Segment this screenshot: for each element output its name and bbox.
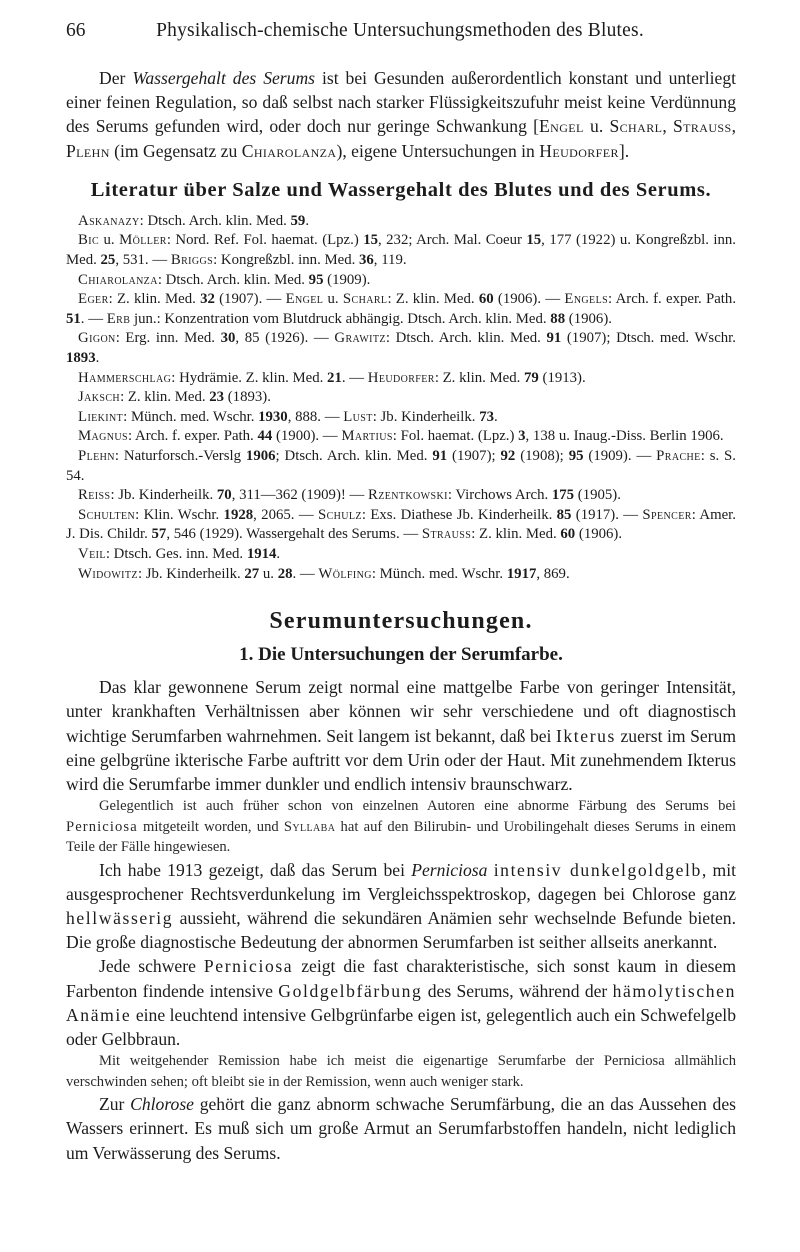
- reference-text: : Naturforsch.-Verslg: [114, 447, 246, 464]
- literature-heading: Literatur über Salze und Wassergehalt des Blutes und des Serums.: [90, 178, 712, 201]
- reference-text: : Jb. Kinderheilk.: [372, 408, 480, 425]
- reference-text: : Virchows Arch.: [447, 487, 552, 504]
- reference-text: : s. S. 54.: [66, 447, 736, 484]
- author-name: Plehn: [66, 140, 110, 161]
- volume-number: 28: [277, 565, 293, 582]
- emphasis-term: Perniciosa: [203, 956, 294, 977]
- reference-text: (1909). —: [583, 447, 657, 464]
- reference-text: : Münch. med. Wschr.: [371, 565, 507, 582]
- reference-entry: [66, 408, 736, 428]
- section-heading: Serumuntersuchungen.: [269, 608, 533, 635]
- reference-text: jun.: Konzentration vom Blutdruck abhängig. Dtsch. Arch. klin. Med.: [130, 310, 551, 327]
- emphasis-term: intensiv dunkelgoldgelb: [493, 859, 702, 880]
- reference-text: : Z. klin. Med.: [120, 389, 210, 406]
- reference-text: : Dtsch. Ges. inn. Med.: [105, 545, 247, 562]
- reference-text: (1909).: [323, 271, 371, 288]
- volume-number: 95: [308, 271, 324, 288]
- reference-entry: [66, 231, 736, 270]
- reference-text: : Z. klin. Med.: [434, 369, 525, 386]
- volume-number: 91: [432, 447, 448, 464]
- reference-text: u.: [323, 291, 343, 308]
- reference-text: .: [493, 408, 498, 425]
- reference-entry: [66, 388, 736, 408]
- reference-text: . —: [80, 310, 107, 327]
- volume-number: 44: [257, 428, 273, 445]
- volume-number: 21: [327, 369, 342, 386]
- volume-number: 60: [560, 526, 576, 543]
- author-name: Strauss: [421, 526, 472, 543]
- reference-text: .: [276, 545, 281, 562]
- reference-text: (1900). —: [272, 428, 342, 445]
- reference-text: , 311—362 (1909)! —: [231, 487, 368, 504]
- author-name: Engels: [564, 291, 609, 308]
- volume-number: 57: [151, 526, 167, 543]
- reference-text: , 232; Arch. Mal. Coeur: [378, 232, 527, 249]
- volume-number: 59: [290, 212, 306, 229]
- author-name: Syllaba: [283, 818, 336, 835]
- reference-entry: [66, 290, 736, 329]
- reference-text: : Dtsch. Arch. klin. Med.: [157, 271, 309, 288]
- reference-text: : Z. klin. Med.: [387, 291, 479, 308]
- reference-text: , 869.: [536, 565, 570, 582]
- volume-number: 1917: [506, 565, 537, 582]
- small-note-remission: Mit weitgehender Remission habe ich meist die eigenartige Serumfarbe der Perniciosa allmählich verschwinden sehen; oft bleibt sie in der Remission, wenn auch weniger stark.: [66, 1053, 736, 1090]
- reference-entry: [66, 271, 736, 291]
- reference-entry: [66, 486, 736, 506]
- author-name: Schulz: [317, 506, 362, 523]
- running-title: Physikalisch-chemische Untersuchungsmethoden des Blutes.: [156, 20, 644, 41]
- reference-entry: [66, 506, 736, 545]
- reference-entry: [66, 545, 736, 565]
- author-name: Chiarolanza: [78, 271, 158, 288]
- volume-number: 1928: [223, 506, 254, 523]
- author-name: Hammerschlag: [78, 369, 172, 386]
- paragraph-1913-findings: Ich habe 1913 gezeigt, daß das Serum bei Perniciosa intensiv dunkelgoldgelb, mit ausgesprochener Rechtsverdunkelung im Vergleichsspektroskop, dagegen bei Chlorose ganz hellwässerig aussieht, während die sekundären Anämien sehr wechselnde Befunde bieten. Die große diagnostische Bedeutung der abnormen Serumfarben ist seither allseits anerkannt.: [66, 859, 736, 953]
- reference-text: : Z. klin. Med.: [471, 526, 561, 543]
- reference-text: : Fol. haemat. (Lpz.): [392, 428, 519, 445]
- paragraph-chlorose: Zur Chlorose gehört die ganz abnorm schwache Serumfärbung, die an das Aussehen des Wassers erinnert. Es muß sich um große Armut an Serumfarbstoffen handeln, nicht lediglich um Verwässerung des Serums.: [66, 1094, 736, 1163]
- author-name: Liekint: [78, 408, 124, 425]
- reference-text: , 888. —: [287, 408, 344, 425]
- volume-number: 70: [216, 487, 232, 504]
- running-header: [66, 18, 734, 44]
- reference-text: (1905).: [574, 487, 621, 504]
- reference-text: (1906). —: [493, 291, 565, 308]
- volume-number: 175: [551, 487, 575, 504]
- author-name: Scharl: [342, 291, 388, 308]
- reference-entry: [66, 212, 736, 232]
- intro-topic: Wassergehalt des Serums: [132, 68, 316, 88]
- reference-text: . —: [292, 565, 319, 582]
- volume-number: 1906: [245, 447, 276, 464]
- author-name: Spencer: [642, 506, 692, 523]
- author-name: Strauss: [672, 116, 732, 137]
- volume-number: 92: [500, 447, 516, 464]
- reference-text: : Dtsch. Arch. klin. Med.: [385, 330, 547, 347]
- reference-list: [66, 212, 736, 584]
- author-name: Grawitz: [334, 330, 386, 347]
- reference-text: (1906).: [575, 526, 623, 543]
- reference-text: (1907); Dtsch. med. Wschr.: [561, 330, 736, 347]
- reference-text: : Nord. Ref. Fol. haemat. (Lpz.): [166, 232, 364, 249]
- reference-text: : Erg. inn. Med.: [115, 330, 221, 347]
- author-name: Reiss: [78, 487, 111, 504]
- volume-number: 36: [359, 252, 374, 268]
- reference-text: (1893).: [224, 389, 271, 406]
- author-name: Lust: [343, 408, 373, 425]
- reference-text: , 546 (1929). Wassergehalt des Serums. —: [166, 526, 422, 543]
- reference-text: , 119.: [373, 252, 407, 268]
- reference-text: : Münch. med. Wschr.: [123, 408, 259, 425]
- author-name: Plehn: [78, 447, 115, 464]
- volume-number: 79: [524, 369, 539, 386]
- volume-number: 1893: [66, 349, 96, 366]
- emphasis-term: Chlorose: [130, 1094, 194, 1115]
- volume-number: 88: [550, 310, 566, 327]
- small-note-perniciosa: Gelegentlich ist auch früher schon von einzelnen Autoren eine abnorme Färbung des Serums bei Perniciosa mitgeteilt worden, und Syllaba hat auf den Bilirubin- und Urobilingehalt dieses Serums in einem Teile der Fälle hingewiesen.: [66, 798, 736, 856]
- paragraph-serum-color: Das klar gewonnene Serum zeigt normal eine mattgelbe Farbe von geringer Intensität, unter krankhaften Verhältnissen aber können wir sehr verschiedene und oft diagnostisch wichtige Serumfarben wahrnehmen. Seit langem ist bekannt, daß bei Ikterus zuerst im Serum eine gelbgrüne ikterische Farbe auftritt vor dem Urin oder der Haut. Mit zunehmendem Ikterus wird die Serumfarbe immer dunkler und endlich intensiv braunschwarz.: [66, 677, 737, 794]
- reference-text: (1906).: [565, 310, 612, 327]
- author-name: Heudorfer: [367, 369, 435, 386]
- emphasis-term: Ikterus: [555, 725, 616, 746]
- reference-text: ; Dtsch. Arch. klin. Med.: [275, 447, 433, 464]
- author-name: Heudorfer: [539, 140, 619, 161]
- reference-text: .: [95, 349, 100, 366]
- intro-paragraph: Der Wassergehalt des Serums ist bei Gesunden außerordentlich konstant und unterliegt einer feinen Regulation, so daß selbst nach starker Flüssigkeitszufuhr meist keine Verdünnung des Serums gefunden wird, oder doch nur geringe Schwankung [Engel u. Scharl, Strauss, Plehn (im Gegensatz zu Chiarolanza), eigene Untersuchungen in Heudorfer].: [66, 68, 737, 161]
- volume-number: 1930: [258, 408, 288, 425]
- author-name: Möller: [119, 232, 167, 249]
- reference-text: (1917). —: [571, 506, 643, 523]
- volume-number: 3: [518, 428, 526, 445]
- reference-text: u.: [99, 232, 120, 249]
- reference-entry: [66, 427, 736, 447]
- subsection-heading: 1. Die Untersuchungen der Serumfarbe.: [239, 644, 563, 666]
- page-body: [66, 66, 736, 1165]
- reference-text: : Hydrämie. Z. klin. Med.: [171, 369, 328, 386]
- reference-text: , 85 (1926). —: [235, 330, 335, 347]
- reference-text: . —: [341, 369, 368, 386]
- author-name: Eger: [78, 291, 109, 308]
- reference-entry: [66, 369, 736, 389]
- volume-number: 15: [363, 232, 378, 249]
- author-name: Martius: [341, 428, 393, 445]
- volume-number: 27: [244, 565, 260, 582]
- volume-number: 23: [209, 389, 225, 406]
- reference-text: : Kongreßzbl. inn. Med.: [213, 252, 359, 268]
- reference-text: : Z. klin. Med.: [108, 291, 201, 308]
- author-name: Magnus: [78, 428, 129, 445]
- volume-number: 95: [568, 447, 584, 464]
- reference-text: : Klin. Wschr.: [135, 506, 224, 523]
- volume-number: 51: [66, 310, 81, 327]
- emphasis-term: Perniciosa: [411, 859, 488, 880]
- reference-text: : Arch. f. exper. Path.: [128, 428, 258, 445]
- volume-number: 1914: [246, 545, 277, 562]
- emphasis-term: Perniciosa: [66, 818, 138, 835]
- reference-text: , 531. —: [115, 252, 171, 268]
- volume-number: 25: [100, 252, 116, 268]
- volume-number: 15: [526, 232, 542, 249]
- volume-number: 85: [556, 506, 572, 523]
- reference-text: : Jb. Kinderheilk.: [137, 565, 245, 582]
- author-name: Prache: [656, 447, 701, 464]
- emphasis-term: hellwässerig: [66, 908, 174, 929]
- author-name: Scharl: [609, 116, 663, 137]
- volume-number: 60: [478, 291, 494, 308]
- reference-text: (1907);: [447, 447, 501, 464]
- author-name: Briggs: [170, 252, 214, 268]
- reference-text: , 2065. —: [253, 506, 318, 523]
- author-name: Widowitz: [78, 565, 138, 582]
- volume-number: 32: [200, 291, 215, 308]
- author-name: Wölfing: [318, 565, 372, 582]
- author-name: Erb: [106, 310, 131, 327]
- paragraph-perniciosa-color: Jede schwere Perniciosa zeigt die fast charakteristische, sich sonst kaum in diesem Farbenton findende intensive Goldgelbfärbung des Serums, während der hämolytischen Anämie eine leuchtend intensive Gelbgrünfarbe eigen ist, gelegentlich auch ein Schwefelgelb oder Gelbbraun.: [66, 956, 737, 1050]
- author-name: Chiarolanza: [241, 140, 337, 161]
- reference-text: (1913).: [538, 369, 586, 386]
- reference-entry: [66, 565, 736, 585]
- author-name: Askanazy: [78, 212, 140, 229]
- author-name: Schulten: [78, 506, 136, 523]
- reference-entry: [66, 447, 736, 486]
- author-name: Bic: [78, 232, 100, 249]
- author-name: Engel: [539, 116, 584, 137]
- reference-text: , 177 (1922) u. Kongreßzbl. inn. Med.: [66, 232, 736, 268]
- volume-number: 73: [479, 408, 494, 425]
- reference-text: : Arch. f. exper. Path.: [608, 291, 737, 308]
- emphasis-term: Goldgelbfärbung: [278, 980, 423, 1001]
- reference-text: : Exs. Diathese Jb. Kinderheilk.: [361, 506, 557, 523]
- reference-text: .: [305, 212, 310, 229]
- volume-number: 91: [546, 330, 562, 347]
- reference-text: (1907). —: [214, 291, 286, 308]
- reference-entry: [66, 329, 736, 368]
- author-name: Jaksch: [78, 389, 121, 406]
- author-name: Engel: [285, 291, 324, 308]
- reference-text: : Jb. Kinderheilk.: [110, 487, 217, 504]
- reference-text: : Amer. J. Dis. Childr.: [66, 506, 736, 543]
- author-name: Rzentkowski: [368, 487, 448, 504]
- emphasis-term: hämolytischen Anämie: [66, 980, 736, 1025]
- reference-text: : Dtsch. Arch. klin. Med.: [139, 212, 291, 229]
- author-name: Gigon: [78, 330, 116, 347]
- reference-text: , 138 u. Inaug.-Diss. Berlin 1906.: [525, 428, 724, 445]
- volume-number: 30: [220, 330, 236, 347]
- author-name: Veil: [78, 545, 106, 562]
- page-number: 66: [66, 20, 86, 41]
- reference-text: (1908);: [515, 447, 569, 464]
- reference-text: u.: [259, 565, 278, 582]
